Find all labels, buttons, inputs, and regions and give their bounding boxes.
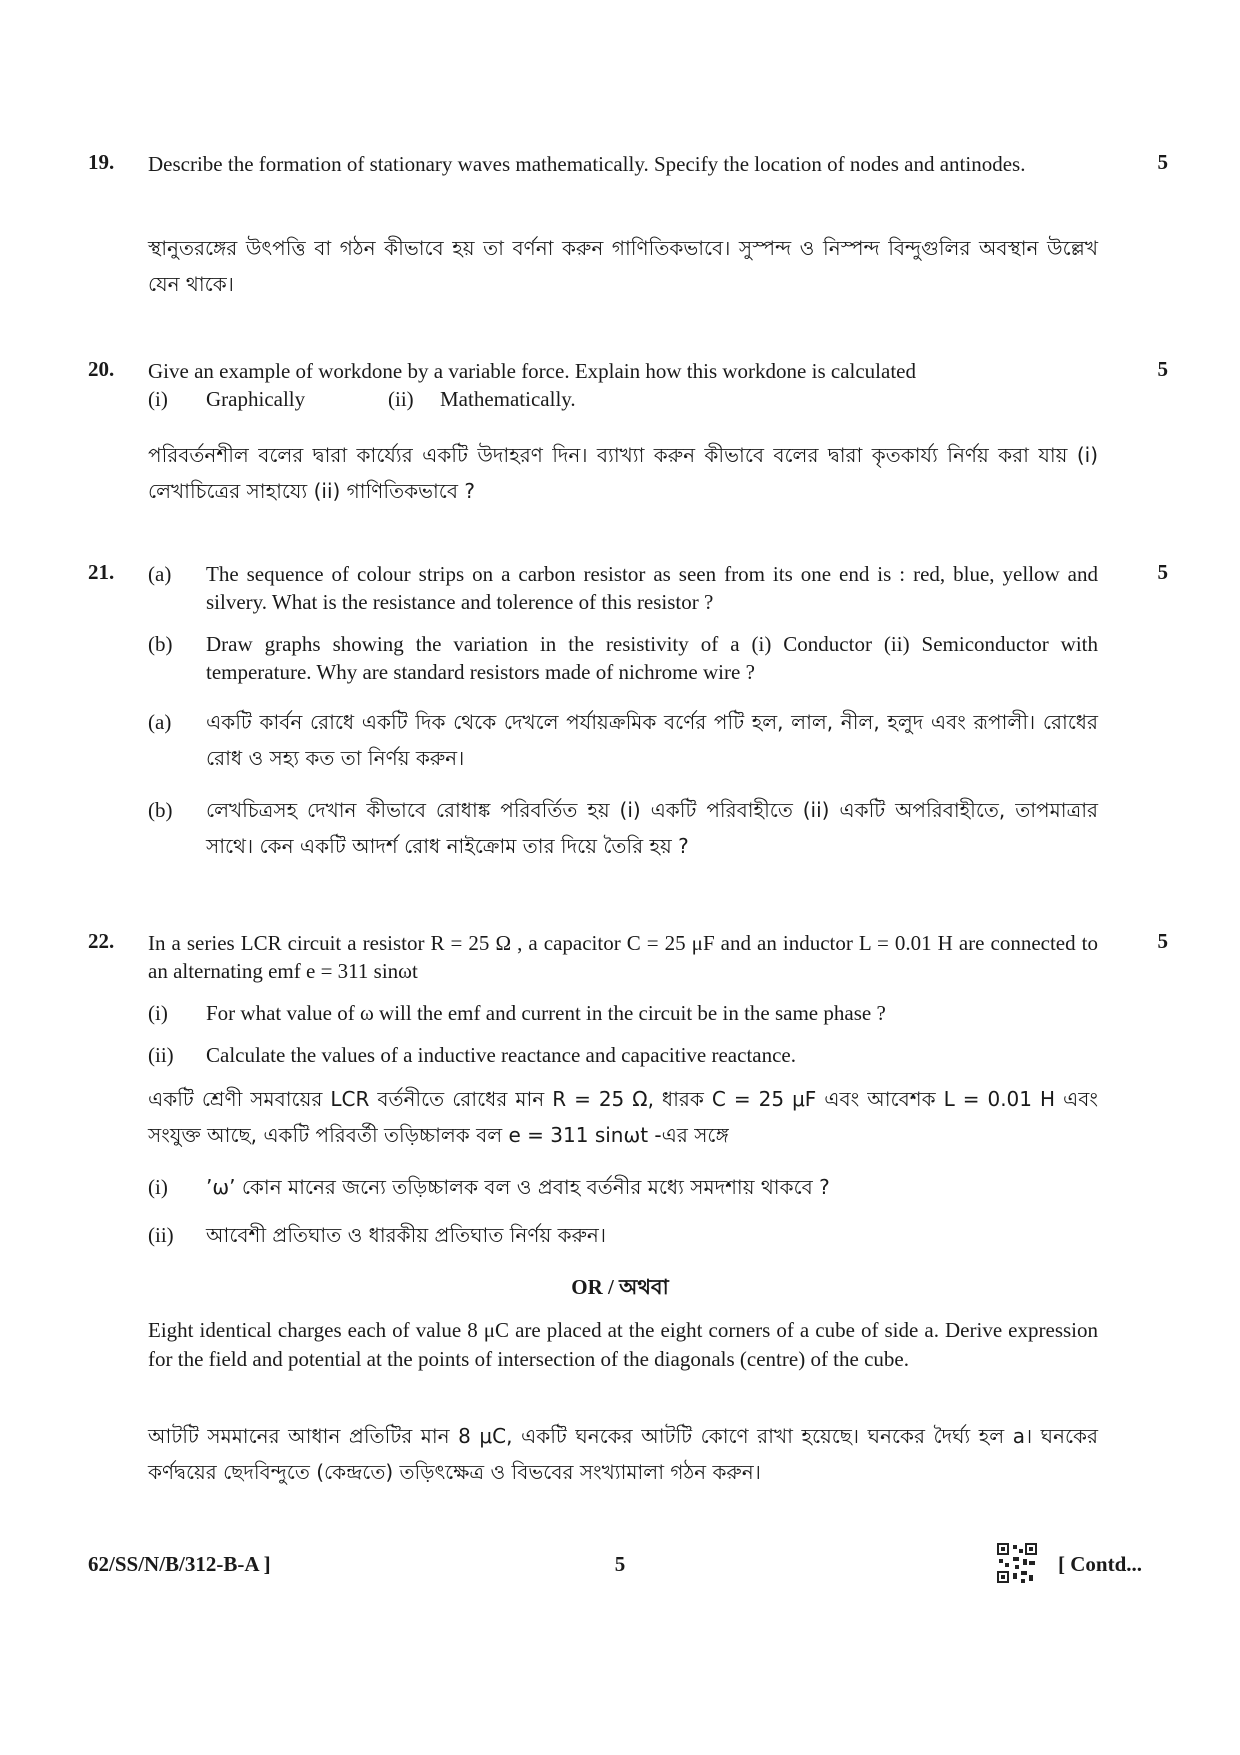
sub-part-text: একটি কার্বন রোধে একটি দিক থেকে দেখলে পর্যায়ক্রমিক বর্ণের পটি হল, লাল, নীল, হলুদ এবং রূপালী। রোধের রোধ ও সহ্য কত তা নির্ণয় করুন। xyxy=(206,710,1098,770)
question-marks: 5 xyxy=(1157,560,1168,584)
sub-part-label: (a) xyxy=(148,562,172,586)
option-mathematically xyxy=(388,385,576,413)
question-text-bengali: স্থানুতরঙ্গের উৎপত্তি বা গঠন কীভাবে হয় তা বর্ণনা করুন গাণিতিকভাবে। সুস্পন্দ ও নিস্পন্দ বিন্দুগুলির অবস্থান উল্লেখ যেন থাকে। xyxy=(148,236,1098,296)
sub-part-label: (ii) xyxy=(148,1043,174,1067)
question-text-bengali: একটি শ্রেণী সমবায়ের LCR বর্তনীতে রোধের মান R = 25 Ω, ধারক C = 25 μF এবং আবেশক L = 0.01 H এবং সংযুক্ত আছে, একটি পরিবর্তী তড়িচ্চালক বল e = 311 sinωt -এর সঙ্গে xyxy=(148,1087,1098,1147)
question-marks: 5 xyxy=(1157,929,1168,953)
question-text-english: Give an example of workdone by a variable force. Explain how this workdone is calculated xyxy=(148,359,916,383)
sub-part-text: লেখচিত্রসহ দেখান কীভাবে রোধাঙ্ক পরিবর্তিত হয় (i) একটি পরিবাহীতে (ii) একটি অপরিবাহীতে, তাপমাত্রার সাথে। কেন একটি আদর্শ রোধ নাইক্রোম তার দিয়ে তৈরি হয় ? xyxy=(206,798,1098,858)
question-number: 19. xyxy=(88,150,115,174)
sub-part-text: For what value of ω will the emf and current in the circuit be in the same phase ? xyxy=(206,1001,886,1025)
question-number: 20. xyxy=(88,357,115,381)
alternative-text-bengali: আটটি সমমানের আধান প্রতিটির মান 8 μC, একটি ঘনকের আটটি কোণে রাখা হয়েছে। ঘনকের দৈর্ঘ্য হল a। ঘনকের কর্ণদ্বয়ের ছেদবিন্দুতে (কেন্দ্রতে) তড়িৎক্ষেত্র ও বিভবের সংখ্যামালা গঠন করুন। xyxy=(148,1424,1098,1484)
question-marks: 5 xyxy=(1157,357,1168,381)
option-label: (ii) xyxy=(388,387,414,411)
option-label: (i) xyxy=(148,387,168,411)
option-graphically xyxy=(148,385,306,413)
sub-part-label: (ii) xyxy=(148,1223,174,1247)
sub-part-label: (a) xyxy=(148,710,172,734)
sub-part-text: Draw graphs showing the variation in the resistivity of a (i) Conductor (ii) Semiconductor with temperature. Why are standard resistors made of nichrome wire ? xyxy=(206,632,1098,684)
option-text: Mathematically. xyxy=(440,387,576,411)
question-text-english: In a series LCR circuit a resistor R = 25 Ω , a capacitor C = 25 μF and an inductor L = 0.01 H are connected to an alternating emf e = 311 sinωt xyxy=(148,931,1098,983)
sub-part-text: The sequence of colour strips on a carbon resistor as seen from its one end is : red, blue, yellow and silvery. What is the resistance and tolerence of this resistor ? xyxy=(206,562,1098,614)
question-number: 22. xyxy=(88,929,115,953)
sub-part-label: (i) xyxy=(148,1175,168,1199)
alternative-text-english: Eight identical charges each of value 8 μC are placed at the eight corners of a cube of side a. Derive expression for the field and potential at the points of intersection of the diagonals (centre) of the cube. xyxy=(148,1318,1098,1371)
sub-part-label: (i) xyxy=(148,1001,168,1025)
or-separator: OR / অথবা xyxy=(571,1275,669,1299)
continued-label: [ Contd... xyxy=(1058,1552,1143,1576)
sub-part-label: (b) xyxy=(148,632,173,656)
question-marks: 5 xyxy=(1157,150,1168,174)
page-number: 5 xyxy=(614,1552,626,1576)
sub-part-text: আবেশী প্রতিঘাত ও ধারকীয় প্রতিঘাত নির্ণয় করুন। xyxy=(206,1223,607,1247)
qr-code-icon xyxy=(997,1543,1037,1583)
question-text-bengali: পরিবর্তনশীল বলের দ্বারা কার্য্যের একটি উদাহরণ দিন। ব্যাখ্যা করুন কীভাবে বলের দ্বারা কৃতকার্য্য নির্ণয় করা যায় (i) লেখাচিত্রের সাহায্যে (ii) গাণিতিকভাবে ? xyxy=(148,443,1098,503)
question-text-english: Describe the formation of stationary waves mathematically. Specify the location of nodes and antinodes. xyxy=(148,152,1026,176)
question-number: 21. xyxy=(88,560,115,584)
sub-part-label: (b) xyxy=(148,798,173,822)
sub-part-text: ’ω’ কোন মানের জন্যে তড়িচ্চালক বল ও প্রবাহ বর্তনীর মধ্যে সমদশায় থাকবে ? xyxy=(206,1175,830,1199)
option-text: Graphically xyxy=(206,387,306,411)
paper-code: 62/SS/N/B/312-B-A ] xyxy=(88,1552,271,1576)
sub-part-text: Calculate the values of a inductive reactance and capacitive reactance. xyxy=(206,1043,796,1067)
